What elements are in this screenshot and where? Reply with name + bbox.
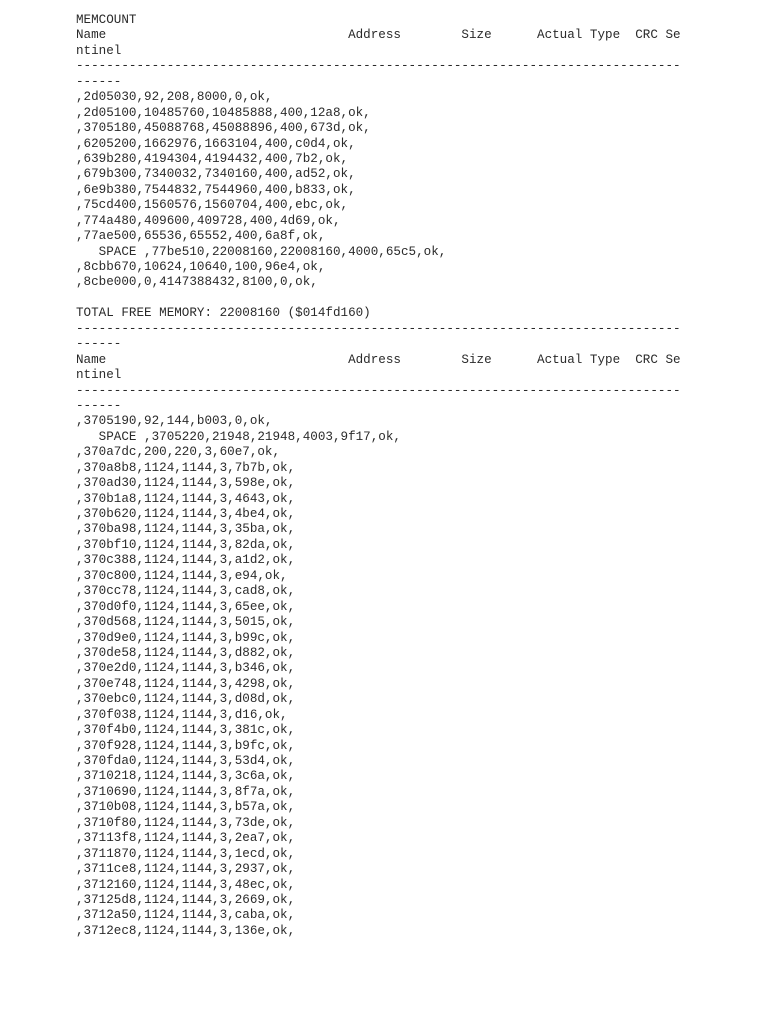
separator-line: -------------------------------------------------------------------------------- [76,383,681,398]
memory-block-row: ,370a7dc,200,220,3,60e7,ok, [76,445,281,460]
memory-block-row: ,370f928,1124,1144,3,b9fc,ok, [76,738,296,753]
memory-block-row: ,3712ec8,1124,1144,3,136e,ok, [76,923,296,938]
separator-line: ------ [76,398,122,413]
memory-block-row: ,2d05100,10485760,10485888,400,12a8,ok, [76,105,371,120]
memory-block-row: ,370e2d0,1124,1144,3,b346,ok, [76,661,296,676]
column-header-wrap: ntinel [76,43,122,58]
memory-block-row: ,6205200,1662976,1663104,400,c0d4,ok, [76,136,356,151]
memory-block-row: ,370fda0,1124,1144,3,53d4,ok, [76,754,296,768]
memory-block-row: ,370c388,1124,1144,3,a1d2,ok, [76,553,296,568]
memory-block-row: ,370ba98,1124,1144,3,35ba,ok, [76,522,296,537]
memory-block-row: ,370c800,1124,1144,3,e94,ok, [76,568,288,583]
memory-block-row: ,370ebc0,1124,1144,3,d08d,ok, [76,692,296,707]
memory-block-row: ,774a480,409600,409728,400,4d69,ok, [76,213,341,228]
memory-block-row: ,77ae500,65536,65552,400,6a8f,ok, [76,229,326,244]
separator-line: ------ [76,74,122,89]
memory-block-row: ,3710f80,1124,1144,3,73de,ok, [76,815,296,830]
memory-block-row: ,370de58,1124,1144,3,d882,ok, [76,645,296,660]
memory-block-row: ,370b1a8,1124,1144,3,4643,ok, [76,491,296,506]
memory-block-row: ,370f4b0,1124,1144,3,381c,ok, [76,723,296,738]
separator-line: ------ [76,337,122,352]
blank-line [76,291,756,306]
column-header-line: Name Address Size Actual Type CRC Se [76,28,681,43]
memory-block-row: ,8cbb670,10624,10640,100,96e4,ok, [76,260,326,274]
memory-block-row: ,370cc78,1124,1144,3,cad8,ok, [76,584,296,599]
column-header-line: Name Address Size Actual Type CRC Se [76,352,681,367]
column-header-wrap: ntinel [76,368,122,383]
memory-block-row: ,3710690,1124,1144,3,8f7a,ok, [76,784,296,799]
memory-report [76,13,756,939]
memory-block-row: ,370bf10,1124,1144,3,82da,ok, [76,537,296,552]
memory-block-row: ,370b620,1124,1144,3,4be4,ok, [76,507,296,521]
report-title: MEMCOUNT [76,13,137,27]
memory-block-row: ,370d0f0,1124,1144,3,65ee,ok, [76,599,296,614]
memory-block-row: ,3710b08,1124,1144,3,b57a,ok, [76,800,296,815]
memory-block-row: ,370d9e0,1124,1144,3,b99c,ok, [76,630,296,645]
memory-block-row: ,639b280,4194304,4194432,400,7b2,ok, [76,151,349,166]
memory-block-row: ,3712a50,1124,1144,3,caba,ok, [76,908,296,923]
memory-block-row: ,370ad30,1124,1144,3,598e,ok, [76,476,296,491]
memory-block-row: ,2d05030,92,208,8000,0,ok, [76,90,273,105]
memory-block-row: ,3711ce8,1124,1144,3,2937,ok, [76,862,296,877]
total-free-memory: TOTAL FREE MEMORY: 22008160 ($014fd160) [76,306,371,321]
memory-block-row: ,3710218,1124,1144,3,3c6a,ok, [76,769,296,784]
separator-line: -------------------------------------------------------------------------------- [76,321,681,336]
memory-block-row: ,3705190,92,144,b003,0,ok, [76,414,273,429]
memory-block-row: ,37113f8,1124,1144,3,2ea7,ok, [76,831,296,846]
memory-block-row: ,370e748,1124,1144,3,4298,ok, [76,676,296,691]
memory-block-row: ,3712160,1124,1144,3,48ec,ok, [76,877,296,892]
space-block-row: SPACE ,77be510,22008160,22008160,4000,65c5,ok, [76,244,447,259]
memory-block-row: ,6e9b380,7544832,7544960,400,b833,ok, [76,182,356,197]
memory-block-row: ,370f038,1124,1144,3,d16,ok, [76,707,288,722]
memory-block-row: ,370a8b8,1124,1144,3,7b7b,ok, [76,460,296,475]
memory-block-row: ,370d568,1124,1144,3,5015,ok, [76,615,296,630]
memory-block-row: ,3711870,1124,1144,3,1ecd,ok, [76,846,296,861]
separator-line: -------------------------------------------------------------------------------- [76,59,681,74]
memory-block-row: ,37125d8,1124,1144,3,2669,ok, [76,892,296,907]
memory-block-row: ,679b300,7340032,7340160,400,ad52,ok, [76,167,356,182]
memory-block-row: ,3705180,45088768,45088896,400,673d,ok, [76,121,371,136]
space-block-row: SPACE ,3705220,21948,21948,4003,9f17,ok, [76,429,401,444]
memory-block-row: ,75cd400,1560576,1560704,400,ebc,ok, [76,198,349,213]
memory-block-row: ,8cbe000,0,4147388432,8100,0,ok, [76,275,318,290]
